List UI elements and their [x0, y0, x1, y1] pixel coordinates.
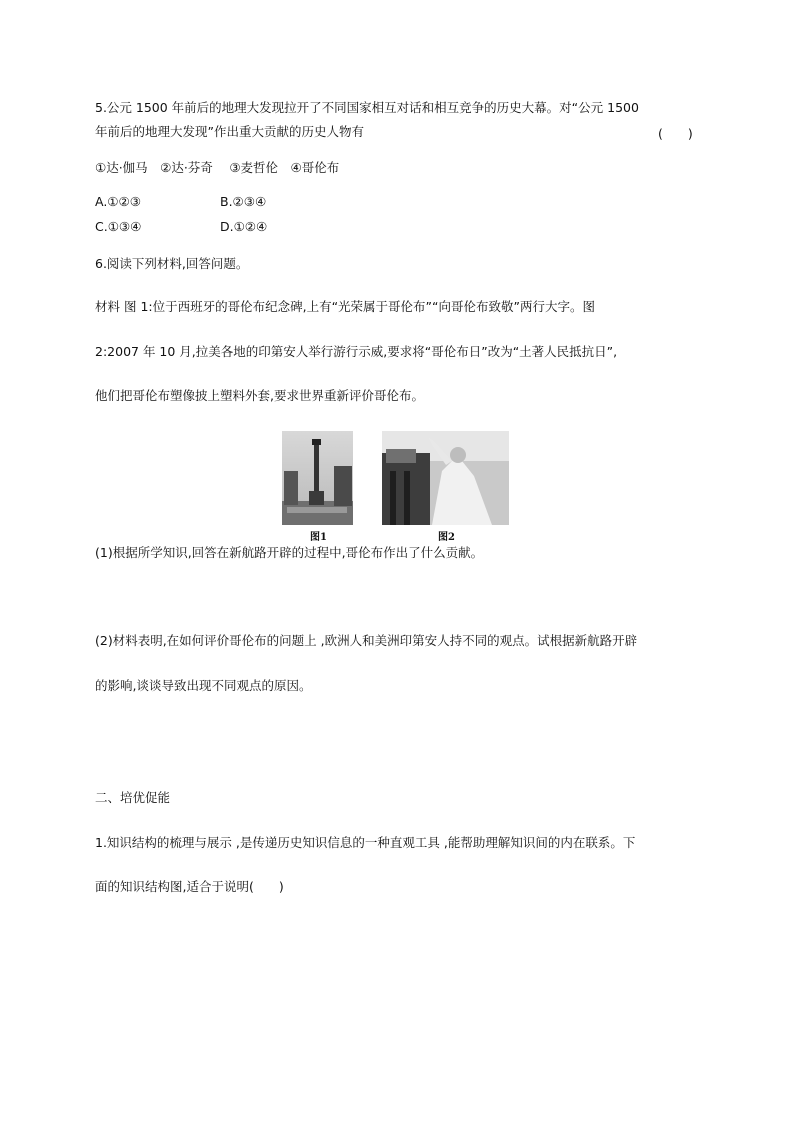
section-2-heading: 二、培优促能 — [95, 790, 171, 805]
figure-2-caption: 图2 — [438, 532, 455, 543]
figure-1-caption: 图1 — [310, 532, 327, 543]
option-b: B.②③④ — [220, 194, 267, 209]
question-6-title: 6.阅读下列材料,回答问题。 — [95, 256, 249, 271]
option-d: D.①②④ — [220, 219, 268, 234]
option-a: A.①②③ — [95, 194, 141, 209]
option-c: C.①③④ — [95, 219, 142, 234]
answer-bracket: ( ) — [658, 126, 693, 141]
question-5-line2: 年前后的地理大发现”作出重大贡献的历史人物有 — [95, 124, 364, 139]
question-5-line1: 5.公元 1500 年前后的地理大发现拉开了不同国家相互对话和相互竞争的历史大幕。对“公元 1500 — [95, 100, 639, 115]
material-line2: 2:2007 年 10 月,拉美各地的印第安人举行游行示威,要求将“哥伦布日”改为“土著人民抵抗日”, — [95, 344, 618, 359]
sub-question-2-line1: (2)材料表明,在如何评价哥伦布的问题上 ,欧洲人和美洲印第安人持不同的观点。试根据新航路开辟 — [95, 633, 638, 648]
section-2-question-1-line2: 面的知识结构图,适合于说明( ) — [95, 879, 284, 894]
material-line1: 材料 图 1:位于西班牙的哥伦布纪念碑,上有“光荣属于哥伦布”“向哥伦布致敬”两行大字。图 — [95, 299, 595, 314]
figure-2-photo — [382, 431, 509, 525]
sub-question-1: (1)根据所学知识,回答在新航路开辟的过程中,哥伦布作出了什么贡献。 — [95, 545, 484, 560]
question-5-items: ①达·伽马 ②达·芬奇 ③麦哲伦 ④哥伦布 — [95, 160, 340, 175]
sub-question-2-line2: 的影响,谈谈导致出现不同观点的原因。 — [95, 678, 312, 693]
section-2-question-1-line1: 1.知识结构的梳理与展示 ,是传递历史知识信息的一种直观工具 ,能帮助理解知识间的内在联系。下 — [95, 835, 636, 850]
figure-1-photo — [282, 431, 353, 525]
material-line3: 他们把哥伦布塑像披上塑料外套,要求世界重新评价哥伦布。 — [95, 388, 424, 403]
